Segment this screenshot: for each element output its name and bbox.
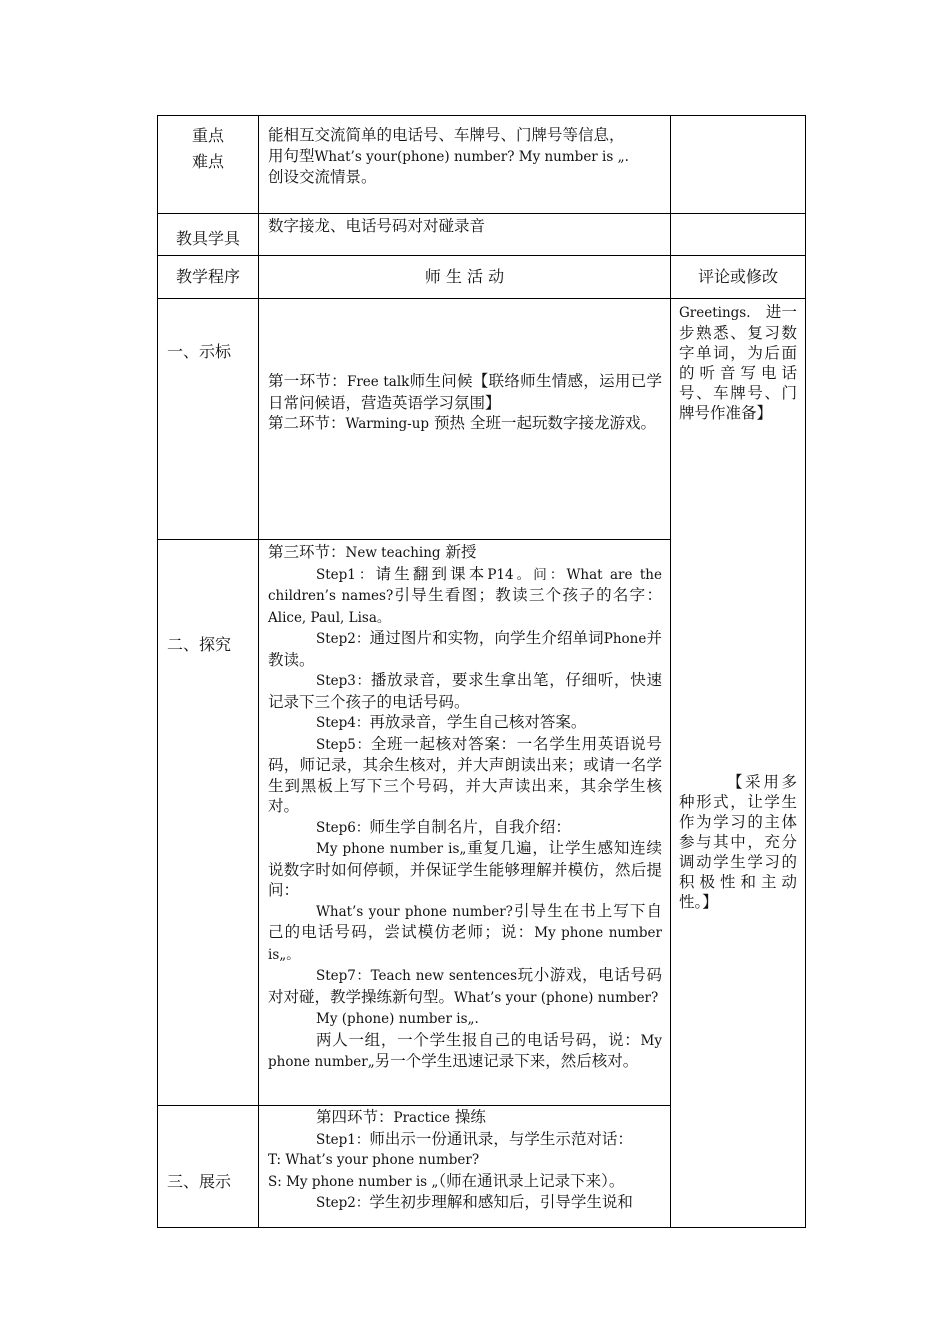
s2-step6-b: 师生学自制名片，自我介绍：: [369, 817, 571, 836]
s2-step7-c: 玩小游戏，电话号码对对碰，教学操练新句型。: [268, 966, 662, 1006]
section3-content-cell: [258, 1105, 671, 1228]
key-points-line-3: 创设交流情景。: [268, 168, 377, 186]
s2-step6-d: 重复几遍，让学生感知连续说数字时如何停顿，并保证学生能够理解并模仿，然后提问：: [268, 839, 662, 899]
s2-step3-a: Step3：: [316, 673, 371, 689]
s3-step1-b: 师出示一份通讯录，与学生示范对话：: [369, 1129, 633, 1148]
s3-s-line-a: S: My phone number is „: [268, 1173, 439, 1190]
key-points-label-1: 重点: [191, 126, 224, 145]
s1-p1a: 第一环节：: [268, 372, 347, 390]
section1-label: 一、示标: [167, 342, 232, 361]
tools-comment-cell: [670, 213, 806, 256]
s2-pair-a: 两人一组，一个学生报自己的电话号码，说：: [316, 1030, 641, 1049]
section1-label-cell: [157, 298, 259, 540]
section3-label: 三、展示: [167, 1172, 232, 1191]
s2-step5-b: 全班一起核对答案：一名学生用英语说号码，师记录，其余生核对，并大声朗读出来；或请一名学生到黑板上写下三个号码，并大声读出来，其余学生核对。: [268, 734, 662, 815]
key-points-line-2b: What’s your(phone) number? My number is „.: [314, 148, 629, 165]
s2-step6-f: 引导生在书上写下自己的电话号码，尝试模仿老师；说：: [268, 901, 662, 941]
s1-p2b: Warming-up: [345, 416, 430, 432]
s3-step1-a: Step1：: [316, 1131, 370, 1148]
key-points-line-1: 能相互交流简单的电话号、车牌号、门牌号等信息，: [268, 126, 625, 144]
section1-content-cell: [258, 298, 671, 540]
s2-step3-b: 播放录音，要求生拿出笔，仔细听，快速记录下三个孩子的电话号码。: [268, 671, 662, 711]
s2-step6-g: My phone number is„。: [268, 925, 662, 963]
s2-step1-d: 引导生看图；教读三个孩子的名字：: [393, 586, 662, 604]
s2-step7-b: Teach new sentences: [370, 968, 518, 984]
s2-pair-c: 另一个学生迅速记录下来，然后核对。: [374, 1052, 639, 1070]
s2-step6-e: What’s your phone number?: [316, 903, 513, 920]
s3-step2-b: 学生初步理解和感知后，引导学生说和: [369, 1193, 633, 1211]
s2-step2-c: Phone: [603, 631, 647, 647]
comment1-b: 进一步熟悉、复习数字单词，为后面的听音写电话号、车牌号、门牌号作准备】: [679, 303, 797, 422]
s2-step1-c: P14。问：What are the children’s names?: [268, 566, 662, 604]
tools-content: 数字接龙、电话号码对对碰录音: [268, 217, 486, 235]
s2-title-a: 第三环节：: [268, 543, 346, 561]
header-col3: 评论或修改: [697, 267, 778, 286]
tools-label: 教具学具: [175, 228, 240, 248]
s1-p2c: 预热 全班一起玩数字接龙游戏。: [434, 414, 656, 432]
key-points-label-cell: [157, 115, 259, 214]
s1-p2a: 第二环节：: [268, 414, 346, 432]
s2-step2-b: 通过图片和实物，向学生介绍单词: [369, 629, 604, 647]
s2-step1-e: Alice, Paul, Lisa。: [268, 609, 391, 626]
s2-step2-a: Step2：: [316, 631, 370, 647]
header-col3-cell: [670, 255, 806, 299]
s2-step1-b: 请生翻到课本: [375, 564, 488, 583]
comment1-a: Greetings.: [679, 305, 751, 321]
header-col2-cell: [258, 255, 671, 299]
s2-title-b: New teaching: [345, 545, 441, 561]
s1-p1b: Free talk: [346, 374, 410, 390]
section2-content-cell: [258, 539, 671, 1106]
s2-step5-a: Step5：: [316, 736, 371, 753]
s3-t-line: T: What’s your phone number?: [268, 1152, 480, 1168]
s2-step6-c: My phone number is„: [316, 841, 467, 857]
s2-step1-a: Step1：: [316, 566, 376, 583]
comment2: 【采用多种形式，让学生作为学习的主体参与其中，充分调动学生学习的积极性和主动性。】: [679, 773, 797, 911]
header-col1-cell: [157, 255, 259, 299]
s3-s-line-b: （师在通讯录上记录下来）。: [438, 1171, 625, 1190]
key-points-line-2a: 用句型: [268, 146, 315, 165]
header-col2: 师 生 活 动: [424, 267, 505, 286]
s2-step6-a: Step6：: [316, 819, 370, 836]
s3-title-c: 操练: [454, 1108, 486, 1126]
s2-step4-b: 再放录音，学生自己核对答案。: [369, 713, 587, 731]
s3-title-a: 第四环节：: [316, 1108, 394, 1126]
s2-step7-a: Step7：: [316, 968, 371, 984]
s2-step4-a: Step4：: [316, 715, 370, 731]
s2-title-c: 新授: [445, 543, 477, 561]
s3-step2-a: Step2：: [316, 1195, 370, 1211]
s3-title-b: Practice: [393, 1110, 450, 1126]
comments-cell: [670, 298, 806, 1228]
s2-step2-d: 并教读。: [268, 629, 662, 669]
section2-label-cell: [157, 539, 259, 1106]
key-points-content-cell: [258, 115, 671, 214]
section2-label: 二、探究: [167, 635, 232, 654]
tools-content-cell: [258, 213, 671, 256]
section3-label-cell: [157, 1105, 259, 1228]
s2-pair-b: My phone number„: [268, 1032, 662, 1070]
s2-step7-e: My (phone) number is„.: [316, 1011, 479, 1027]
header-col1: 教学程序: [175, 267, 240, 286]
tools-label-cell: [157, 213, 259, 256]
lesson-plan-table: [157, 115, 806, 1228]
s2-step7-d: What’s your (phone) number?: [454, 989, 659, 1006]
key-points-comment-cell: [670, 115, 806, 214]
s1-p1c: 师生问候【联络师生情感，运用已学日常问候语，营造英语学习氛围】: [268, 372, 662, 412]
key-points-label-2: 难点: [191, 152, 224, 171]
